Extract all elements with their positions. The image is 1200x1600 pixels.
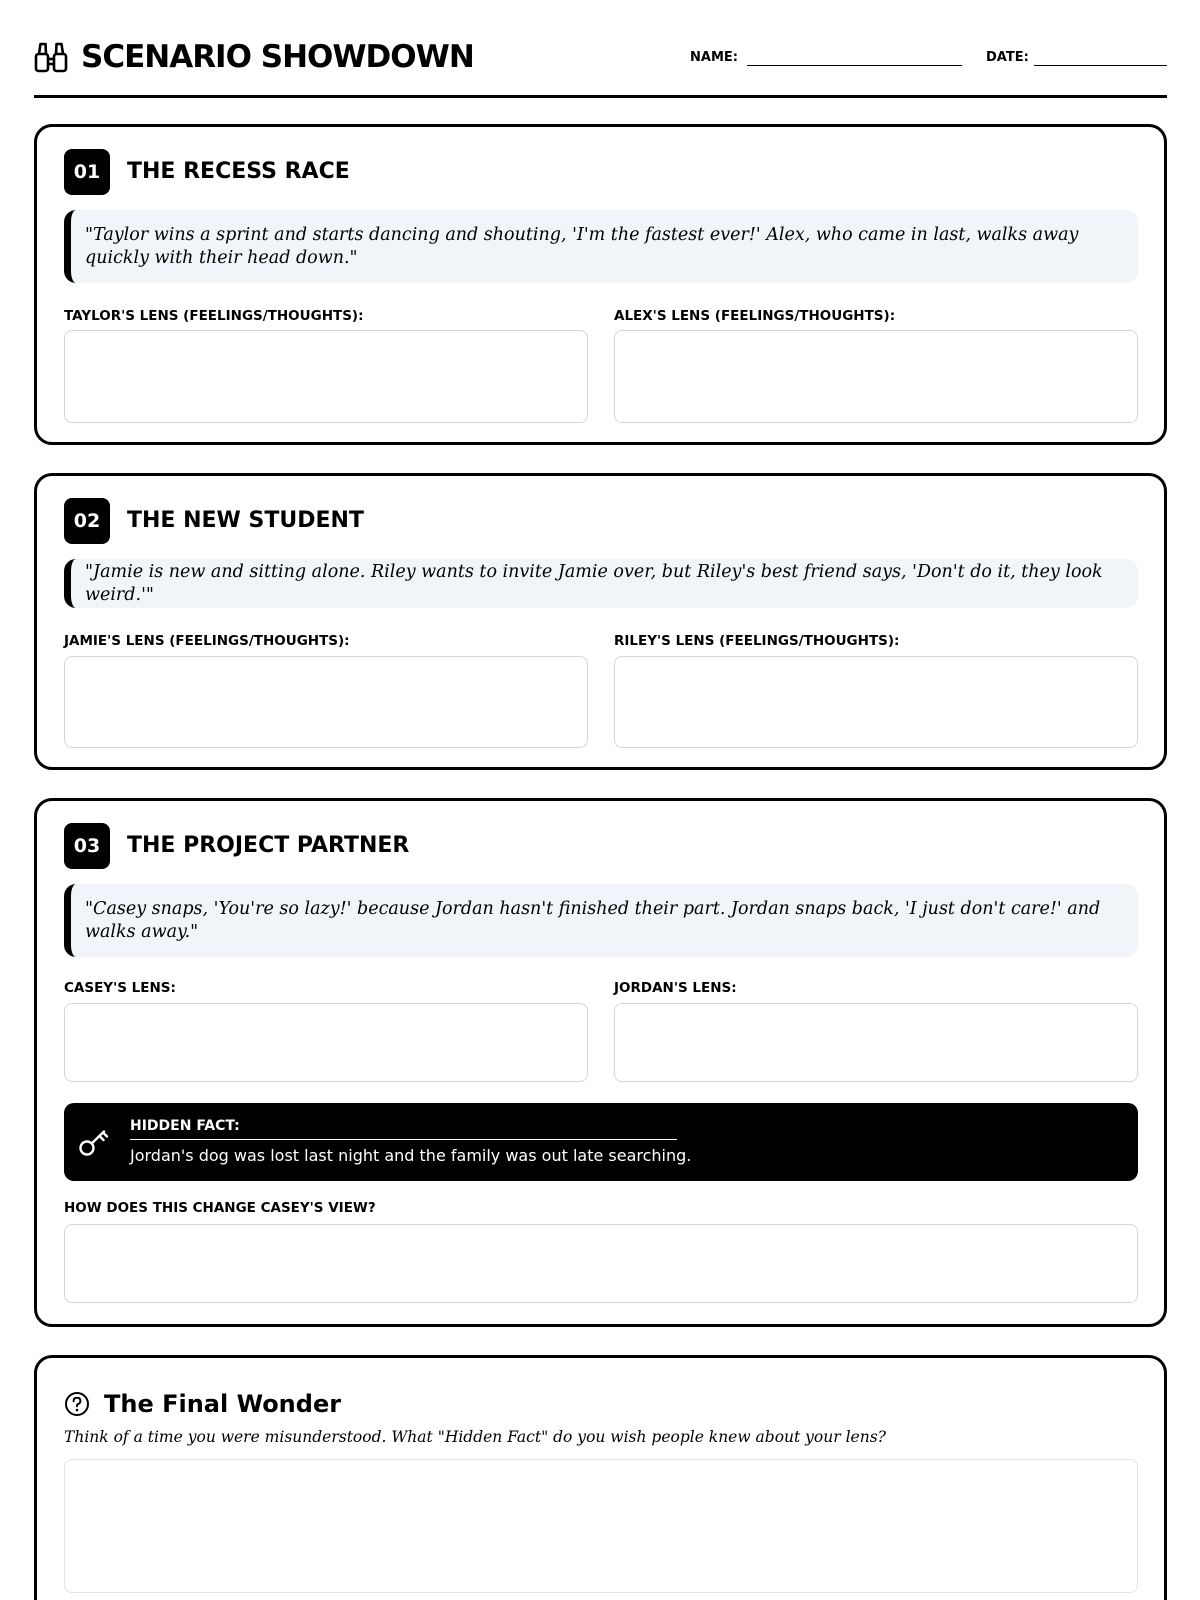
lens-answer-box-left[interactable] [64,1003,588,1082]
lens-label-left: CASEY'S LENS: [64,980,176,996]
scenario-quote [64,884,1138,957]
scenario-quote [64,210,1138,283]
lens-label-left: TAYLOR'S LENS (FEELINGS/THOUGHTS): [64,308,364,324]
scenario-card-2 [34,473,1167,770]
hidden-fact-text: Jordan's dog was lost last night and the family was out late searching. [130,1146,692,1165]
name-field[interactable] [747,65,962,66]
scenario-quote-text: "Casey snaps, 'You're so lazy!' because Jordan hasn't finished their part. Jordan snaps back, 'I just don't care!' and walks away." [85,898,1101,942]
scenario-card-3 [34,798,1167,1327]
hidden-fact-banner [64,1103,1138,1181]
scenario-card-1 [34,124,1167,445]
scenario-title: THE NEW STUDENT [127,508,364,533]
hidden-fact-title: HIDDEN FACT: [130,1117,677,1140]
final-wonder-prompt: Think of a time you were misunderstood. What "Hidden Fact" do you wish people knew about your lens? [64,1428,886,1446]
worksheet-title: SCENARIO SHOWDOWN [81,39,474,75]
date-label: DATE: [986,50,1029,65]
lens-answer-box-right[interactable] [614,330,1138,423]
lens-answer-box-right[interactable] [614,1003,1138,1082]
lens-label-right: RILEY'S LENS (FEELINGS/THOUGHTS): [614,633,900,649]
scenario-number-badge: 01 [64,149,110,195]
binoculars-icon [34,40,68,74]
date-field[interactable] [1034,65,1167,66]
scenario-number-badge: 03 [64,823,110,869]
followup-answer-box[interactable] [64,1224,1138,1303]
lens-label-left: JAMIE'S LENS (FEELINGS/THOUGHTS): [64,633,350,649]
final-answer-box[interactable] [64,1459,1138,1593]
scenario-quote [64,559,1138,608]
key-icon [77,1125,111,1159]
lens-label-right: JORDAN'S LENS: [614,980,737,996]
final-wonder-card [34,1355,1167,1600]
lens-answer-box-right[interactable] [614,656,1138,748]
final-wonder-title: The Final Wonder [104,1390,342,1418]
scenario-quote-text: "Jamie is new and sitting alone. Riley wants to invite Jamie over, but Riley's best friend says, 'Don't do it, they look weird.'" [85,561,1103,605]
question-circle-icon [64,1391,90,1417]
scenario-number-badge: 02 [64,498,110,544]
followup-label: HOW DOES THIS CHANGE CASEY'S VIEW? [64,1200,376,1216]
name-label: NAME: [690,50,738,65]
scenario-title: THE PROJECT PARTNER [127,833,410,858]
scenario-quote-text: "Taylor wins a sprint and starts dancing and shouting, 'I'm the fastest ever!' Alex, who came in last, walks away quickly with their head down." [85,224,1079,268]
lens-answer-box-left[interactable] [64,656,588,748]
worksheet-header [34,30,1167,98]
scenario-title: THE RECESS RACE [127,159,350,184]
lens-label-right: ALEX'S LENS (FEELINGS/THOUGHTS): [614,308,896,324]
lens-answer-box-left[interactable] [64,330,588,423]
